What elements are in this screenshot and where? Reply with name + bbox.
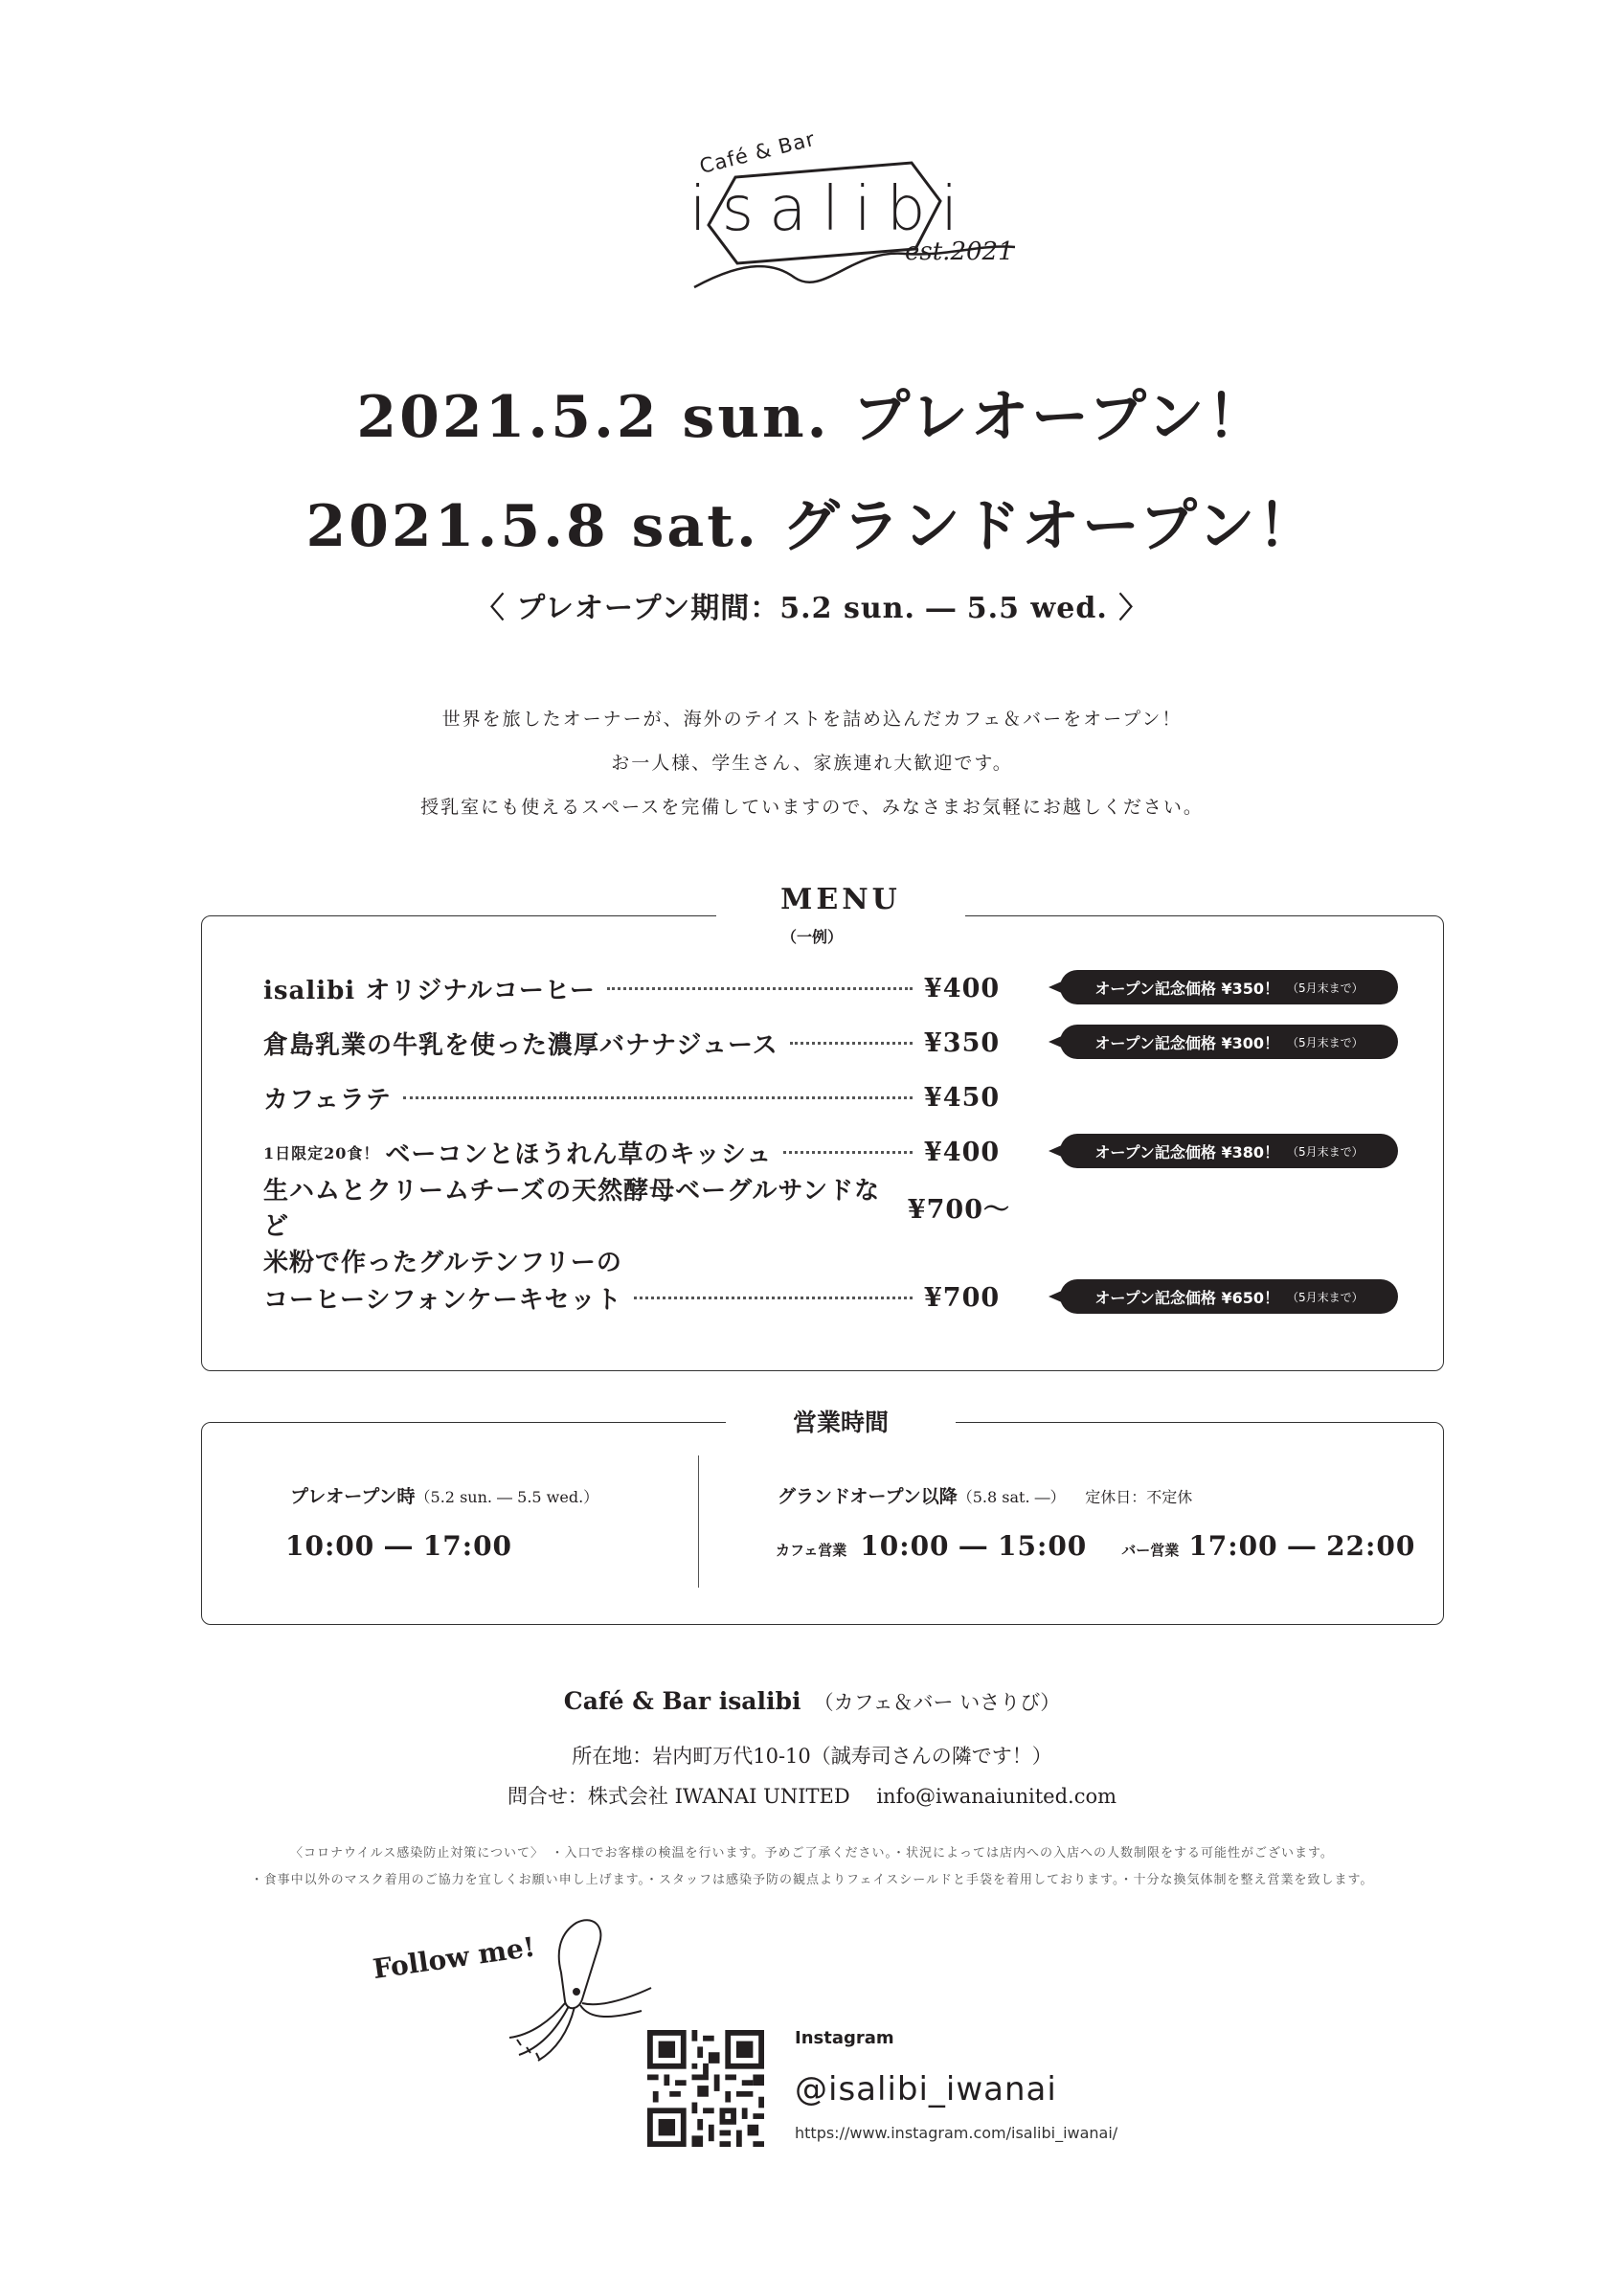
menu-item-price: ¥350 — [924, 1027, 1001, 1058]
promo-price: オープン記念価格 ¥380！ — [1094, 1142, 1280, 1162]
isalibi-logo — [689, 126, 1034, 302]
menu-title: MENU — [716, 883, 965, 916]
menu-item-name: ベーコンとほうれん草のキッシュ — [385, 1139, 773, 1169]
promo-price: オープン記念価格 ¥350！ — [1094, 979, 1280, 998]
shop-name-line — [0, 1687, 1624, 1716]
promo-badge — [1049, 1279, 1398, 1314]
pre-open-label: プレオープン時 — [290, 1486, 416, 1507]
promo-badge — [1049, 970, 1398, 1004]
intro-line: 授乳室にも使えるスペースを完備していますので、みなさまお気軽にお越しください。 — [420, 797, 1204, 818]
address: 所在地：岩内町万代10-10（誠寿司さんの隣です！） — [572, 1745, 1052, 1768]
menu-item-price: ¥400 — [924, 1137, 1001, 1167]
grand-open-label: グランドオープン以降 — [778, 1486, 958, 1507]
logo-name-text: isalibi — [689, 174, 974, 245]
leader-dots — [790, 1042, 913, 1045]
bar-hours-time: 17:00 ― 22:00 — [1188, 1530, 1416, 1562]
leader-dots — [783, 1151, 913, 1154]
contact: 問合せ：株式会社 IWANAI UNITED info@iwanaiunited.com — [507, 1785, 1117, 1808]
menu-item — [263, 969, 1010, 1007]
instagram-handle[interactable]: @isalibi_iwanai — [795, 2070, 1057, 2109]
covid-note-line: ・食事中以外のマスク着用のご協力を宜しくお願い申し上げます。・スタッフは感染予防の観点よりフェイスシールドと手袋を着用しております。・十分な換気体制を整え営業を致します。 — [250, 1873, 1374, 1887]
menu-subtitle: （一例） — [780, 928, 843, 946]
instagram-url[interactable]: https://www.instagram.com/isalibi_iwanai/ — [795, 2124, 1118, 2142]
leader-dots — [403, 1096, 913, 1099]
follow-me-text: Follow me! — [371, 1930, 537, 1985]
intro-text — [0, 697, 1624, 829]
menu-item-name-line1: 米粉で作ったグルテンフリーの — [263, 1249, 622, 1277]
bar-hours-label: バー営業 — [1121, 1542, 1180, 1559]
menu-item-name: 倉島乳業の牛乳を使った濃厚バナナジュース — [263, 1030, 778, 1060]
menu-item — [263, 1133, 1010, 1171]
cafe-hours-time: 10:00 ― 15:00 — [860, 1530, 1088, 1562]
hours-title: 営業時間 — [726, 1404, 956, 1438]
intro-line: お一人様、学生さん、家族連れ大歓迎です。 — [611, 753, 1013, 774]
promo-price: オープン記念価格 ¥650！ — [1094, 1288, 1280, 1307]
menu-item-prefix: 1日限定20食！ — [263, 1143, 380, 1162]
headline-grand-open: 2021.5.8 sat. グランドオープン！ — [305, 493, 1319, 560]
pre-open-hours-label — [290, 1482, 598, 1508]
promo-badge — [1049, 1025, 1398, 1059]
menu-item-name: 生ハムとクリームチーズの天然酵母ベーグルサンドなど — [263, 1177, 881, 1241]
grand-open-hours-label — [778, 1482, 1192, 1508]
hours-divider — [698, 1455, 699, 1588]
squid-illustration-icon — [498, 1915, 661, 2068]
menu-item-price: ¥400 — [924, 973, 1001, 1004]
holiday-text: 定休日：不定休 — [1085, 1488, 1193, 1506]
pre-open-period: 〈 プレオープン期間：5.2 sun. ― 5.5 wed. 〉 — [475, 592, 1149, 625]
logo-cafe-bar-text: Café & Bar — [697, 126, 818, 178]
menu-item-price: ¥700 — [924, 1282, 1001, 1313]
leader-dots — [607, 987, 913, 990]
menu-item-price: ¥450 — [924, 1082, 1001, 1113]
menu-item-name: コーヒーシフォンケーキセット — [263, 1285, 622, 1315]
cafe-hours-label: カフェ営業 — [776, 1542, 847, 1559]
pre-open-time: 10:00 ― 17:00 — [285, 1530, 513, 1562]
leader-dots — [634, 1297, 913, 1299]
menu-item-name: isalibi オリジナルコーヒー — [263, 976, 596, 1005]
hours-box — [201, 1422, 1444, 1625]
shop-name: Café & Bar isalibi — [563, 1687, 801, 1715]
menu-item — [263, 1024, 1010, 1062]
intro-line: 世界を旅したオーナーが、海外のテイストを詰め込んだカフェ＆バーをオープン！ — [441, 709, 1183, 730]
pre-open-range: （5.2 sun. ― 5.5 wed.） — [415, 1488, 599, 1506]
grand-open-range: （5.8 sat. ―） — [957, 1488, 1066, 1506]
instagram-label: Instagram — [795, 2028, 894, 2048]
menu-item — [263, 1078, 1010, 1116]
promo-note: （5月末まで） — [1287, 1290, 1364, 1304]
qr-code-icon[interactable] — [647, 2030, 764, 2147]
menu-item-price: ¥700〜 — [907, 1194, 1010, 1225]
grand-open-times — [776, 1530, 1415, 1562]
promo-note: （5月末まで） — [1287, 1144, 1364, 1159]
logo-est-text: est.2021 — [905, 237, 1014, 266]
promo-note: （5月末まで） — [1287, 981, 1364, 995]
promo-badge — [1049, 1134, 1398, 1168]
menu-item-name: カフェラテ — [263, 1085, 392, 1115]
headline-pre-open: 2021.5.2 sun. プレオープン！ — [356, 384, 1268, 451]
menu-item — [263, 1278, 1010, 1317]
promo-price: オープン記念価格 ¥300！ — [1094, 1033, 1280, 1052]
shop-name-kana: （カフェ＆バー いさりび） — [813, 1691, 1061, 1714]
promo-note: （5月末まで） — [1287, 1035, 1364, 1049]
covid-note-line: 〈コロナウイルス感染防止対策について〉 ・入口でお客様の検温を行います。予めご了承ください。・状況によっては店内への入店への人数制限をする可能性がございます。 — [290, 1846, 1334, 1861]
menu-item — [263, 1177, 1010, 1241]
